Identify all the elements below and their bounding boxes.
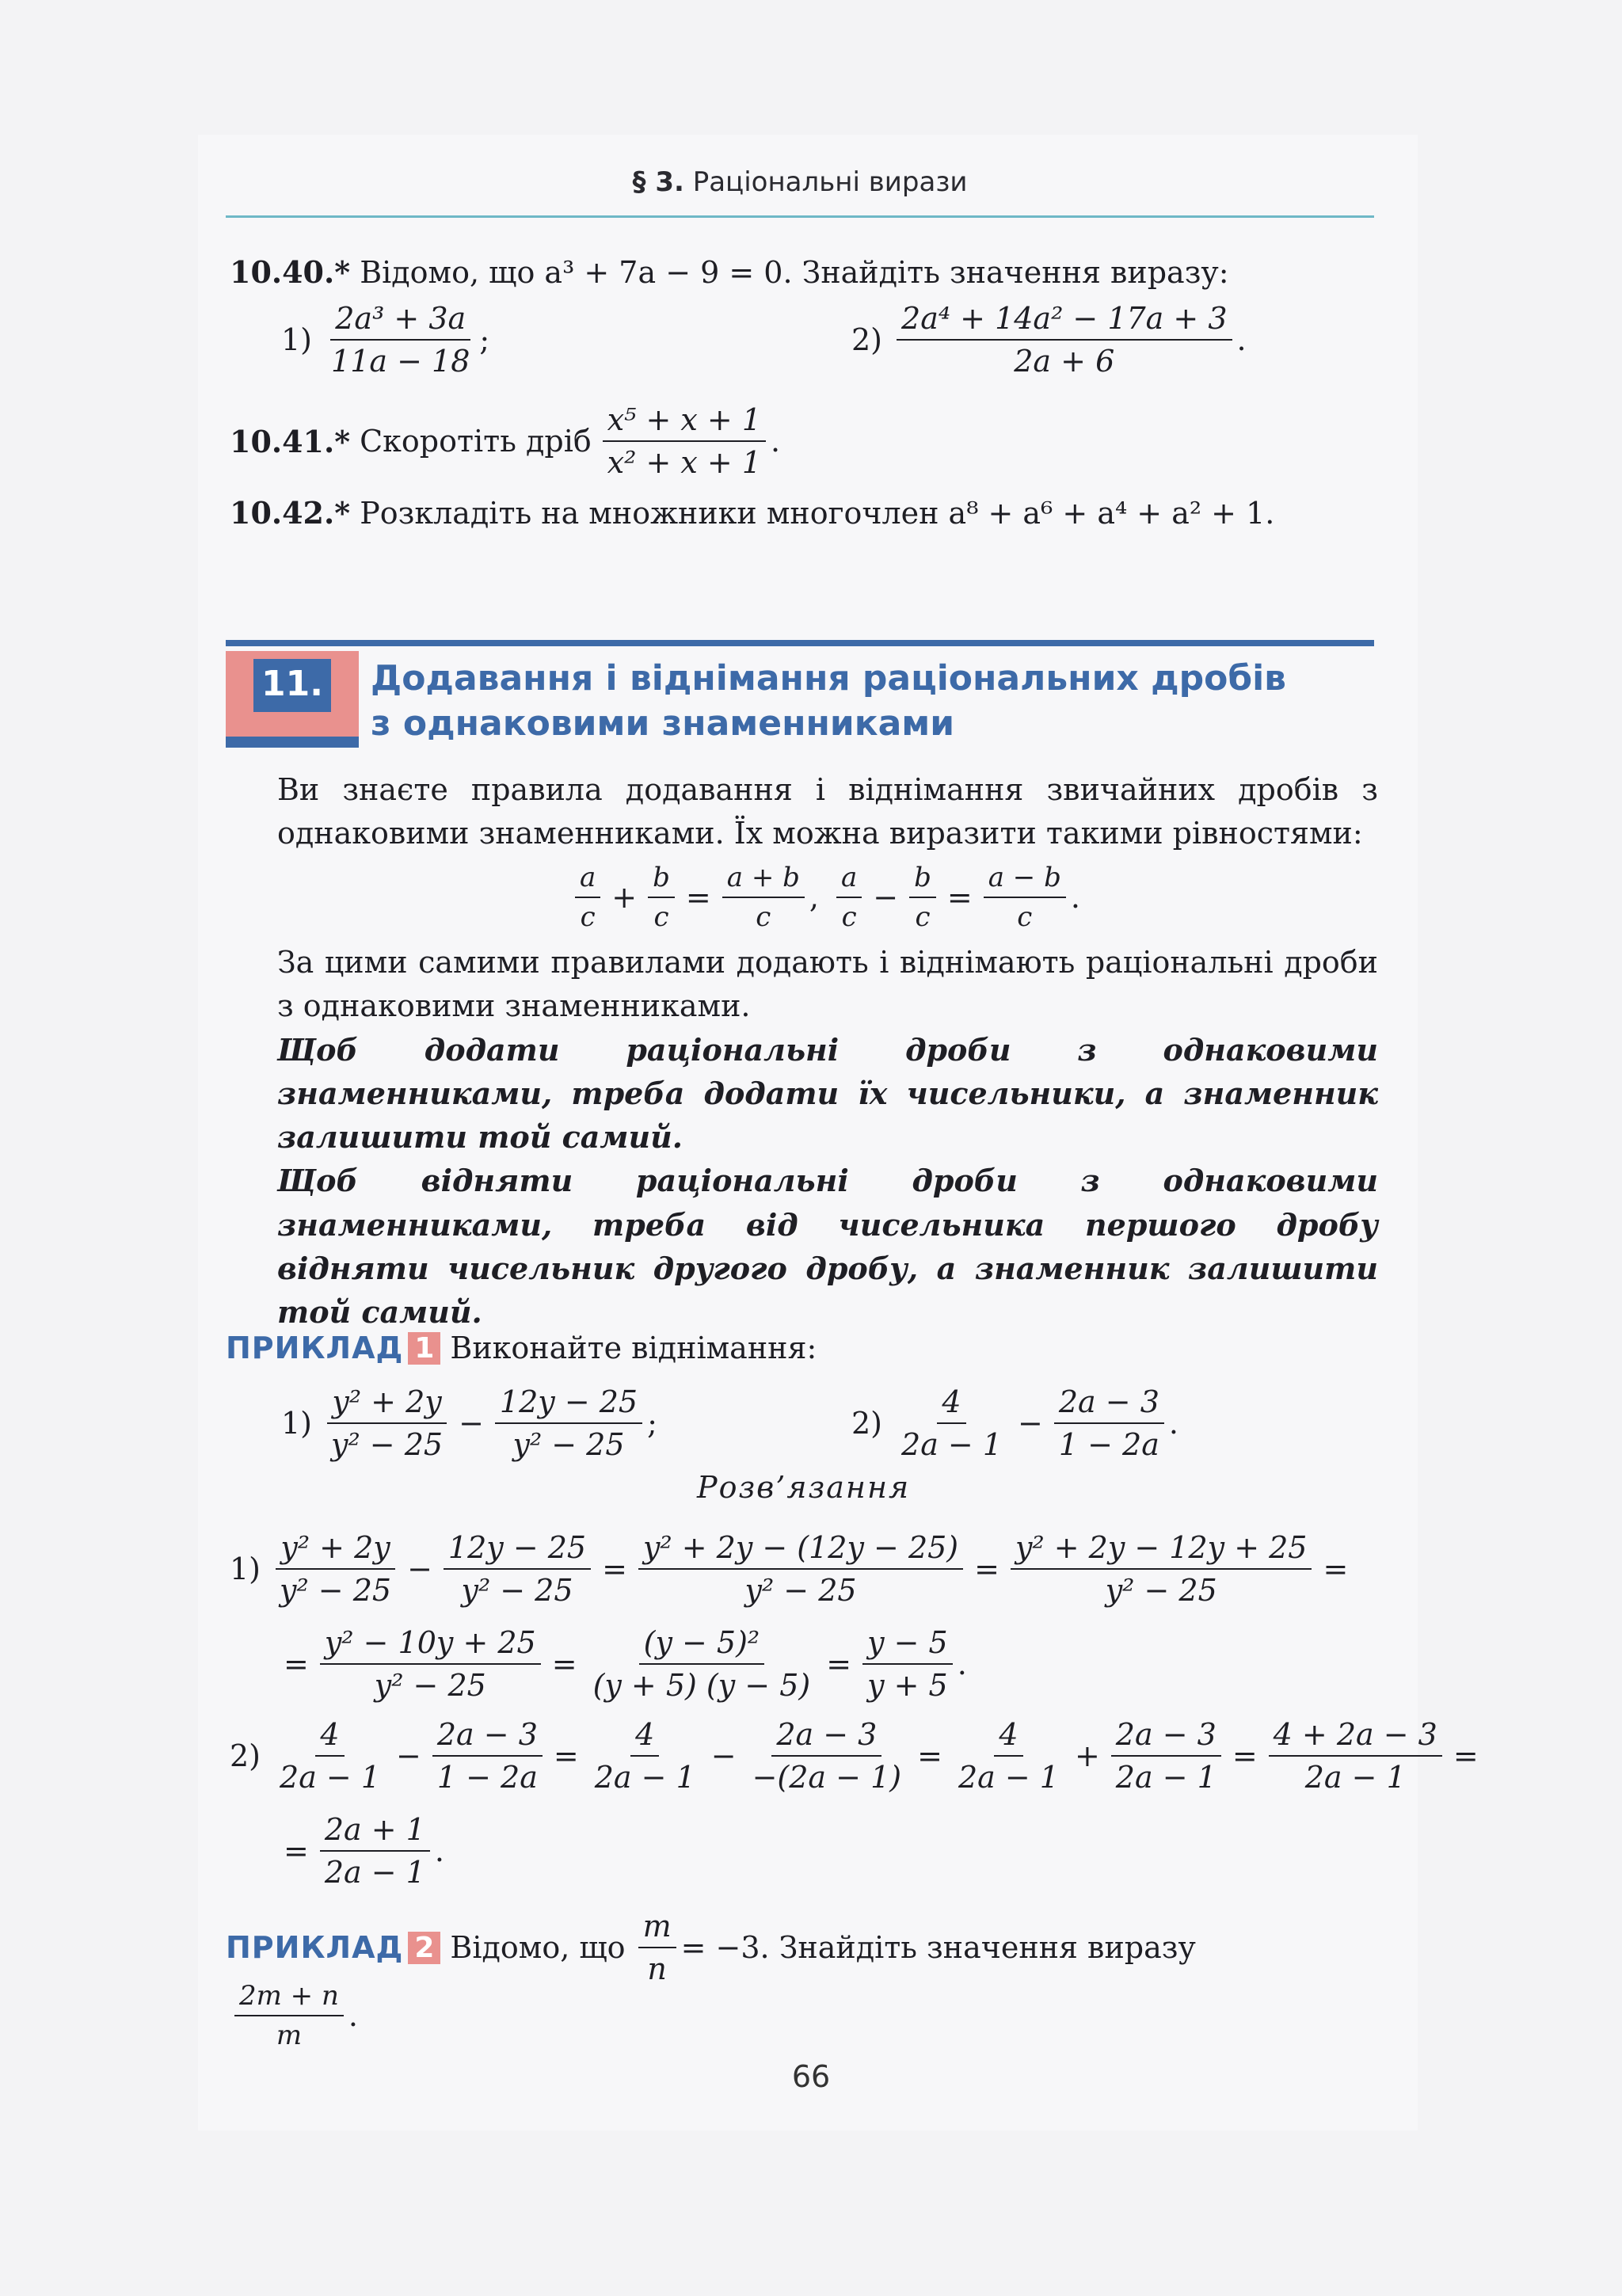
running-header	[226, 166, 1374, 218]
numerator: 12y − 25	[495, 1384, 642, 1424]
part-label: 1)	[281, 1406, 313, 1441]
section-marker-base	[226, 737, 359, 748]
fraction	[320, 1625, 541, 1703]
denominator: y² − 25	[461, 1573, 573, 1608]
denominator: y² − 25	[331, 1427, 444, 1462]
operator: =	[917, 1738, 942, 1773]
numerator: 4	[994, 1717, 1022, 1757]
operator: −	[873, 880, 899, 915]
numerator: b	[909, 862, 936, 898]
part-label: 2)	[851, 1406, 883, 1441]
punctuation: .	[348, 1998, 358, 2033]
denominator: c	[756, 901, 771, 933]
numerator: a	[836, 862, 862, 898]
example-number: 1	[408, 1332, 440, 1365]
operator: =	[685, 880, 711, 915]
denominator: y² − 25	[280, 1573, 392, 1608]
example-2-heading	[226, 1909, 1196, 1986]
operator: −	[1018, 1406, 1043, 1441]
numerator: 2a − 3	[432, 1717, 543, 1757]
denominator: 2a − 1	[1115, 1760, 1216, 1795]
solution-title: Розв’язання	[697, 1470, 911, 1505]
operator: −	[407, 1552, 432, 1586]
punctuation: .	[1070, 880, 1080, 915]
denominator: c	[915, 901, 931, 933]
fraction	[638, 1530, 963, 1608]
exercise-number: 10.41.*	[230, 423, 351, 459]
punctuation: ,	[809, 880, 819, 915]
operator: +	[1074, 1738, 1100, 1773]
fraction	[648, 862, 675, 933]
example-text: Відомо, що	[450, 1930, 626, 1965]
fraction	[897, 301, 1232, 379]
fraction	[1054, 1384, 1164, 1462]
fraction	[954, 1717, 1064, 1795]
fraction	[326, 301, 474, 379]
operator: =	[946, 880, 973, 915]
operator: =	[826, 1647, 852, 1681]
numerator: y² + 2y	[276, 1530, 394, 1570]
operator: =	[284, 1647, 309, 1681]
numerator: 2a + 1	[320, 1812, 430, 1852]
intro-paragraph-2	[230, 941, 1378, 1334]
operator: −	[710, 1738, 737, 1773]
exercise-10-40-part-2	[851, 301, 1247, 379]
denominator: 2a − 1	[958, 1760, 1059, 1795]
exercise-text: Розкладіть на множники многочлен a⁸ + a⁶ + a⁴ + a² + 1.	[360, 496, 1275, 531]
punctuation: ;	[647, 1406, 657, 1441]
denominator: 2a − 1	[901, 1427, 1003, 1462]
numerator: y² + 2y − 12y + 25	[1011, 1530, 1312, 1570]
denominator: x² + x + 1	[607, 445, 762, 480]
operator: −	[396, 1738, 421, 1773]
operator: =	[974, 1552, 999, 1586]
numerator: y − 5	[862, 1625, 953, 1665]
fraction	[1111, 1717, 1221, 1795]
numerator: 2a³ + 3a	[330, 301, 470, 341]
denominator: n	[647, 1951, 667, 1986]
punctuation: .	[771, 424, 781, 459]
numerator: 2m + n	[234, 1980, 344, 2016]
intro-paragraph-1	[230, 768, 1378, 855]
operator: =	[553, 1738, 579, 1773]
part-label: 2)	[851, 322, 883, 357]
exercise-10-40-part-1	[281, 301, 489, 379]
denominator: 2a − 1	[280, 1760, 381, 1795]
addition-rule: Щоб додати раціональні дроби з однаковими знаменниками, треба додати їх чисельники, а знаменник залишити той самий.	[277, 1032, 1378, 1156]
operator: =	[551, 1647, 577, 1681]
fraction	[590, 1717, 700, 1795]
numerator: 4 + 2a − 3	[1269, 1717, 1442, 1757]
exercise-10-40	[230, 255, 1229, 291]
fraction	[748, 1717, 907, 1795]
numerator: a − b	[984, 862, 1066, 898]
fraction-rules-formula	[570, 862, 1080, 933]
numerator: (y − 5)²	[639, 1625, 765, 1665]
section-title-line-1: Додавання і віднімання раціональних дробів	[371, 658, 1287, 699]
operator: −	[459, 1406, 484, 1441]
example-tag: ПРИКЛАД	[226, 1331, 404, 1365]
numerator: y² + 2y − (12y − 25)	[638, 1530, 963, 1570]
denominator: m	[276, 2020, 303, 2051]
numerator: 4	[630, 1717, 659, 1757]
fraction	[432, 1717, 543, 1795]
fraction	[638, 1909, 676, 1986]
operator: =	[602, 1552, 627, 1586]
operator: =	[1453, 1738, 1479, 1773]
section-title-line-2: з однаковими знаменниками	[371, 703, 955, 744]
numerator: 2a⁴ + 14a² − 17a + 3	[897, 301, 1232, 341]
fraction	[444, 1530, 591, 1608]
denominator: y² − 25	[1105, 1573, 1217, 1608]
exercise-10-42	[230, 496, 1274, 531]
solution-1-line-1	[230, 1530, 1354, 1608]
example-number: 2	[408, 1932, 440, 1964]
denominator: 2a − 1	[324, 1855, 425, 1890]
denominator: y² − 25	[374, 1668, 486, 1703]
punctuation: ;	[479, 322, 490, 357]
fraction	[984, 862, 1066, 933]
denominator: 1 − 2a	[436, 1760, 538, 1795]
numerator: y² + 2y	[327, 1384, 446, 1424]
punctuation: .	[1168, 1406, 1178, 1441]
section-rule	[226, 640, 1374, 646]
denominator: 1 − 2a	[1058, 1427, 1159, 1462]
denominator: c	[841, 901, 857, 933]
denominator: 11a − 18	[331, 344, 470, 379]
numerator: 4	[315, 1717, 344, 1757]
numerator: y² − 10y + 25	[320, 1625, 541, 1665]
paragraph-text: Ви знаєте правила додавання і віднімання звичайних дробів з однаковими знаменниками. Їх можна виразити такими рівностями:	[277, 772, 1378, 851]
example-1-task-2	[851, 1384, 1178, 1462]
example-text: = −3. Знайдіть значення виразу	[680, 1930, 1196, 1965]
example-1-task-1	[281, 1384, 657, 1462]
fraction	[326, 1384, 447, 1462]
denominator: y² − 25	[744, 1573, 857, 1608]
header-title: Раціональні вирази	[692, 166, 968, 198]
denominator: 2a − 1	[594, 1760, 695, 1795]
denominator: c	[580, 901, 596, 933]
exercise-number: 10.40.*	[230, 254, 351, 290]
fraction	[275, 1530, 396, 1608]
denominator: c	[653, 901, 669, 933]
fraction	[275, 1717, 385, 1795]
fraction	[575, 862, 600, 933]
denominator: −(2a − 1)	[752, 1760, 902, 1795]
example-2-expression	[230, 1980, 358, 2051]
denominator: c	[1017, 901, 1033, 933]
fraction	[862, 1625, 953, 1703]
fraction	[909, 862, 936, 933]
punctuation: .	[957, 1647, 967, 1681]
numerator: 2a − 3	[1054, 1384, 1164, 1424]
example-1-heading	[226, 1331, 817, 1365]
solution-2-line-2	[277, 1812, 444, 1890]
section-title	[371, 656, 1286, 746]
solution-1-line-2	[277, 1625, 967, 1703]
exercise-10-41	[230, 402, 780, 480]
paragraph-text: За цими самими правилами додають і віднімають раціональні дроби з однаковими знаменниками.	[277, 945, 1378, 1024]
numerator: 2a − 3	[771, 1717, 881, 1757]
fraction	[1269, 1717, 1442, 1795]
numerator: a	[575, 862, 600, 898]
exercise-number: 10.42.*	[230, 495, 351, 531]
operator: =	[1323, 1552, 1349, 1586]
denominator: 2a − 1	[1304, 1760, 1406, 1795]
page-number: 66	[791, 2059, 831, 2094]
fraction	[897, 1384, 1007, 1462]
fraction	[495, 1384, 642, 1462]
fraction	[836, 862, 862, 933]
numerator: 12y − 25	[444, 1530, 591, 1570]
numerator: a + b	[722, 862, 805, 898]
fraction	[603, 402, 766, 480]
operator: =	[1232, 1738, 1258, 1773]
fraction	[1011, 1530, 1312, 1608]
exercise-text: Скоротіть дріб	[360, 424, 592, 459]
exercise-text: Відомо, що a³ + 7a − 9 = 0. Знайдіть значення виразу:	[360, 255, 1229, 290]
part-label: 1)	[281, 322, 313, 357]
fraction	[320, 1812, 430, 1890]
numerator: m	[638, 1909, 676, 1948]
numerator: x⁵ + x + 1	[603, 402, 766, 442]
part-label: 2)	[230, 1738, 261, 1773]
fraction	[722, 862, 805, 933]
example-task: Виконайте віднімання:	[450, 1331, 817, 1365]
part-label: 1)	[230, 1552, 261, 1586]
solution-2-line-1	[230, 1717, 1485, 1795]
subtraction-rule: Щоб відняти раціональні дроби з однаковими знаменниками, треба від чисельника першого дробу відняти чисельник другого дробу, а знаменник залишити той самий.	[277, 1163, 1378, 1330]
fraction	[234, 1980, 344, 2051]
numerator: 4	[937, 1384, 965, 1424]
denominator: y² − 25	[512, 1427, 625, 1462]
operator: +	[611, 880, 638, 915]
header-section: § 3.	[632, 166, 684, 198]
numerator: 2a − 3	[1111, 1717, 1221, 1757]
punctuation: .	[434, 1833, 444, 1868]
fraction	[588, 1625, 816, 1703]
numerator: b	[648, 862, 675, 898]
section-number: 11.	[253, 659, 331, 712]
denominator: (y + 5) (y − 5)	[592, 1668, 811, 1703]
denominator: 2a + 6	[1014, 344, 1115, 379]
example-tag: ПРИКЛАД	[226, 1930, 404, 1965]
punctuation: .	[1236, 322, 1247, 357]
operator: =	[284, 1833, 309, 1868]
denominator: y + 5	[867, 1668, 948, 1703]
